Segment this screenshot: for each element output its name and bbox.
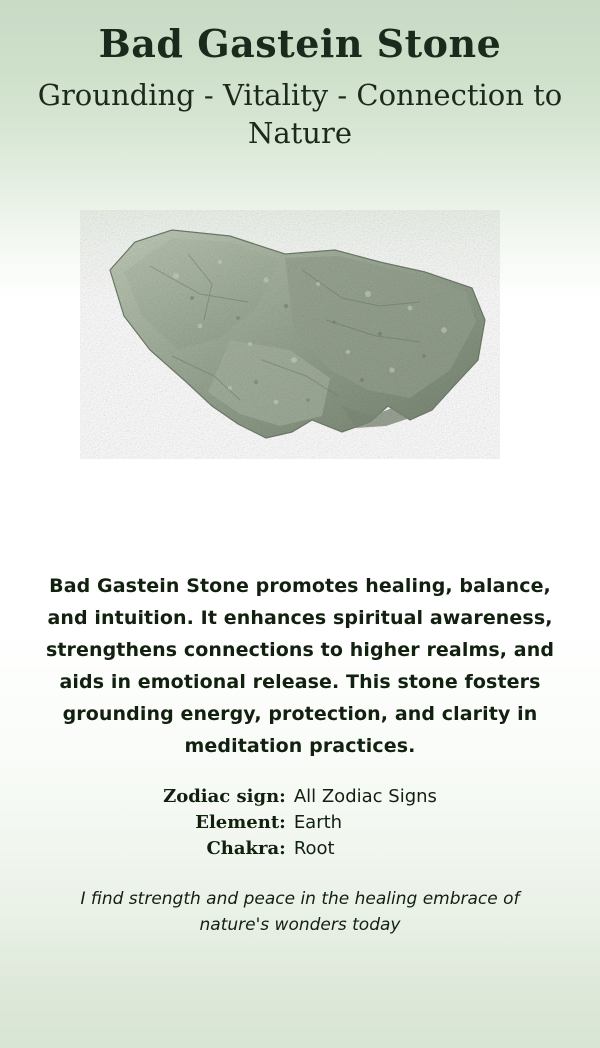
properties-section (0, 784, 600, 862)
property-value-chakra: Root (293, 838, 335, 859)
property-label-chakra: Chakra: (206, 838, 286, 859)
property-value-element: Earth (293, 812, 343, 833)
property-value-zodiac: All Zodiac Signs (293, 786, 437, 807)
description-text: Bad Gastein Stone promotes healing, balance, and intuition. It enhances spiritual awareness, strengthens connections to higher realms, and aids in emotional release. This stone fosters grounding energy, protection, and clarity in meditation practices. (45, 575, 555, 757)
page-title: Bad Gastein Stone (98, 21, 502, 66)
stone-image-area (0, 200, 600, 560)
card-header (0, 0, 600, 152)
table-row (163, 784, 437, 810)
property-label-zodiac: Zodiac sign: (163, 786, 286, 807)
page-subtitle: Grounding - Vitality - Connection to Nature (37, 78, 563, 150)
stone-illustration (80, 210, 500, 460)
properties-table (163, 784, 437, 862)
affirmation-text: I find strength and peace in the healing embrace of nature's wonders today (80, 889, 520, 935)
table-row (163, 836, 437, 862)
stone-image (80, 210, 500, 460)
table-row (163, 810, 437, 836)
property-label-element: Element: (195, 812, 286, 833)
